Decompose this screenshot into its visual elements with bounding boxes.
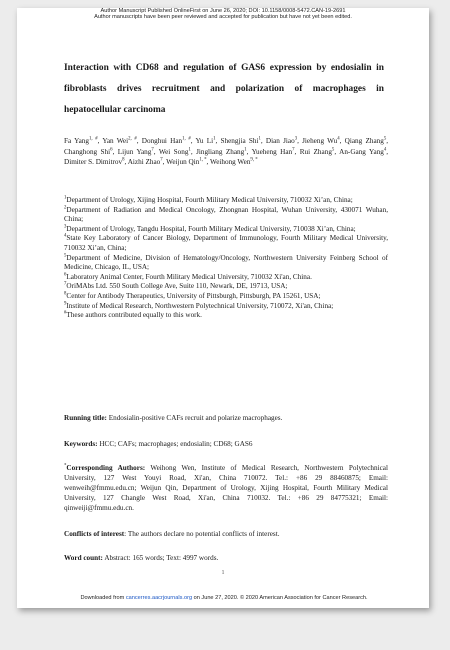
affiliation xyxy=(64,206,388,225)
affiliation-text: Department of Medicine, Division of Hematology/Oncology, Northwestern University Feinberg School of Medicine, Chicago, IL, USA; xyxy=(64,253,388,272)
author-affiliation-marker: 1, * xyxy=(199,157,207,163)
author xyxy=(64,148,113,156)
author-affiliation-marker: 1 xyxy=(244,147,247,153)
journal-link[interactable]: cancerres.aacrjournals.org xyxy=(125,595,193,601)
footer-prefix: Downloaded from xyxy=(80,595,126,601)
corresponding-label: Corresponding Authors: xyxy=(66,464,146,472)
manuscript-header-line1: Author Manuscript Published OnlineFirst on June 26, 2020; DOI: 10.1158/0008-5472.CAN-19-2691 xyxy=(100,8,346,14)
conflicts-of-interest xyxy=(64,529,388,539)
affiliation-marker: 1 xyxy=(64,195,67,201)
running-title xyxy=(64,413,388,423)
author-name: Jieheng Wu xyxy=(302,137,338,145)
author-affiliation-marker: 4 xyxy=(337,136,340,142)
author-name: Weijun Qin xyxy=(166,158,200,166)
author xyxy=(252,148,295,156)
author xyxy=(64,158,125,166)
affiliation xyxy=(64,225,388,235)
affiliation-marker: 9 xyxy=(64,301,67,307)
author-affiliation-marker: 7 xyxy=(292,147,295,153)
manuscript-header-line2: Author manuscripts have been peer reviewed and accepted for publication but have not yet been edited. xyxy=(94,14,352,20)
author xyxy=(302,137,340,145)
page-number: 1 xyxy=(221,570,225,576)
footer-suffix: on June 27, 2020. © 2020 American Association for Cancer Research. xyxy=(192,595,368,601)
author-name: Dimiter S. Dimitrov xyxy=(64,158,123,166)
author-name: Yueheng Han xyxy=(251,147,293,156)
author-name: Donghui Han xyxy=(141,137,183,145)
author-name: Dian Jiao xyxy=(265,137,295,145)
author xyxy=(118,148,154,156)
author-name: Rui Zhang xyxy=(299,147,332,156)
download-footer xyxy=(57,595,391,601)
author-affiliation-marker: 6 xyxy=(110,147,113,153)
author xyxy=(196,137,216,145)
author-affiliation-marker: 5 xyxy=(383,136,387,142)
affiliation-list xyxy=(64,196,388,321)
affiliation-marker: 4 xyxy=(64,233,67,239)
author-name: Fa Yang xyxy=(64,137,89,145)
author-affiliation-marker: 8 xyxy=(122,157,125,163)
affiliation-marker: 3 xyxy=(64,224,67,230)
author-affiliation-marker: 3 xyxy=(294,136,298,142)
running-title-text: Endosialin-positive CAFs recruit and polarize macrophages. xyxy=(106,414,283,422)
author-affiliation-marker: 1 xyxy=(188,147,191,153)
corresponding-marker: * xyxy=(64,463,67,469)
author-name: Qiang Zhang xyxy=(344,137,384,145)
word-count xyxy=(64,553,388,563)
affiliation-text: State Key Laboratory of Cancer Biology, Department of Immunology, Fourth Military Medical University, 710032 Xi’an, China; xyxy=(64,234,388,252)
conflicts-label: Conflicts of interest xyxy=(64,530,125,538)
word-count-label: Word count: xyxy=(64,554,103,562)
affiliation-text: Department of Urology, Tangdu Hospital, Fourth Military Medical University, 710038 Xi’an, China; xyxy=(66,224,356,233)
author xyxy=(210,158,258,166)
conflicts-text: : The authors declare no potential conflicts of interest. xyxy=(124,530,280,538)
author xyxy=(345,137,387,145)
affiliation-text: OriMAbs Ltd. 550 South College Ave, Suite 110, Newark, DE, 19713, USA; xyxy=(66,282,288,291)
author xyxy=(339,148,386,156)
author-affiliation-marker: 1, # xyxy=(89,136,98,142)
affiliation-text: Center for Antibody Therapeutics, University of Pittsburgh, Pittsburgh, PA 15261, USA; xyxy=(66,291,321,300)
keywords xyxy=(64,439,388,449)
affiliation-marker: 8 xyxy=(64,291,67,297)
affiliation-marker: # xyxy=(64,310,67,316)
author-name: Lijun Yang xyxy=(117,147,152,156)
author-affiliation-marker: 2, # xyxy=(128,136,137,142)
author-name: Aizhi Zhao xyxy=(127,158,161,166)
author-affiliation-marker: 7 xyxy=(151,147,154,153)
author-name: Jingliang Zhang xyxy=(196,147,245,156)
author-name: An-Gang Yang xyxy=(339,147,384,156)
author xyxy=(266,137,297,145)
affiliation xyxy=(64,311,388,321)
article-title: Interaction with CD68 and regulation of GAS6 expression by endosialin in fibroblasts drives recruitment and polarization of macrophages in hepatocellular carcinoma xyxy=(64,63,384,115)
author-affiliation-marker: 5 xyxy=(331,147,335,153)
word-count-text: Abstract: 165 words; Text: 4997 words. xyxy=(102,554,219,562)
affiliation xyxy=(64,273,388,283)
affiliation xyxy=(64,254,388,273)
author xyxy=(159,148,191,156)
author xyxy=(221,137,261,145)
author xyxy=(300,148,335,156)
author xyxy=(102,137,136,145)
affiliation-marker: 6 xyxy=(64,272,67,278)
author xyxy=(142,137,191,145)
author xyxy=(64,137,98,145)
author-name: Shengjia Shi xyxy=(220,137,259,145)
affiliation-text: Department of Radiation and Medical Oncology, Zhongnan Hospital, Wuhan University, 430071 Wuhan, China; xyxy=(64,205,388,224)
author xyxy=(128,158,163,166)
author-name: Weihong Wen xyxy=(209,158,251,166)
author-affiliation-marker: 1 xyxy=(258,136,261,142)
author-affiliation-marker: 1, # xyxy=(182,136,191,142)
corresponding-text: Weihong Wen, Institute of Medical Research, Northwestern Polytechnical University, 127 West Youyi Road, Xi'an, China 710072. Tel.: +86 29 88460875; Email: wenweih@fmmu.edu.cn; Weijun Qin, Department of Urology, Xijing Hospital, Fourth Military Medical University, 127 Changle West Road, Xi'an, China 710032. Tel.: +86 29 84775321; Email: qinweiji@fmmu.edu.cn. xyxy=(64,464,388,512)
keywords-text: HCC; CAFs; macrophages; endosialin; CD68; GAS6 xyxy=(97,440,253,448)
affiliation xyxy=(64,282,388,292)
affiliation xyxy=(64,292,388,302)
keywords-label: Keywords: xyxy=(64,440,98,448)
author-name: Yan Wei xyxy=(102,137,129,145)
affiliation xyxy=(64,196,388,206)
author-list: Fa Yang$^{1, \#}$, Yan Wei$^{2, \#}$, Donghui Han$^{1, \#}$, Yu Li$^1$, Shengjia Shi$^1$, Dian Jiao$^3$, Jieheng Wu$^4$, Qiang Zhang$^5$, Changhong Shi$^6$, Lijun Yang$^7$, Wei Song$^1$, Jingliang Zhang$^1$, Yueheng Han$^7$, Rui Zhang$^5$, An-Gang Yang$^4$, Dimiter S. Dimitrov$^8$, Aizhi Zhao$^7$, Weijun Qin$^{1, *}$, Weihong Wen$^{9, *}$ xyxy=(64,136,389,166)
author-affiliation-marker: 7 xyxy=(160,157,163,163)
affiliation-text: Institute of Medical Research, Northwestern Polytechnical University, 710072, Xi'an, China; xyxy=(66,301,334,310)
author xyxy=(196,148,247,156)
author xyxy=(166,158,206,166)
author-name: Wei Song xyxy=(158,147,189,156)
author-affiliation-marker: 9, * xyxy=(250,157,258,163)
affiliation-marker: 7 xyxy=(64,281,67,287)
author-name: Yu Li xyxy=(195,137,214,145)
affiliation-marker: 5 xyxy=(64,253,67,259)
affiliation-text: Laboratory Animal Center, Fourth Military Medical University, 710032 Xi'an, China. xyxy=(66,272,312,281)
affiliation-marker: 2 xyxy=(64,205,67,211)
affiliation-text: Department of Urology, Xijing Hospital, Fourth Military Medical University, 710032 Xi’an, China; xyxy=(66,196,353,204)
running-title-label: Running title: xyxy=(64,414,107,422)
affiliation-text: These authors contributed equally to this work. xyxy=(66,311,202,320)
author-affiliation-marker: 4 xyxy=(383,147,387,153)
author-name: Changhong Shi xyxy=(64,147,111,156)
affiliation xyxy=(64,234,388,253)
manuscript-page xyxy=(17,8,429,608)
affiliation xyxy=(64,302,388,312)
corresponding-authors xyxy=(64,463,388,513)
author-affiliation-marker: 1 xyxy=(213,136,216,142)
